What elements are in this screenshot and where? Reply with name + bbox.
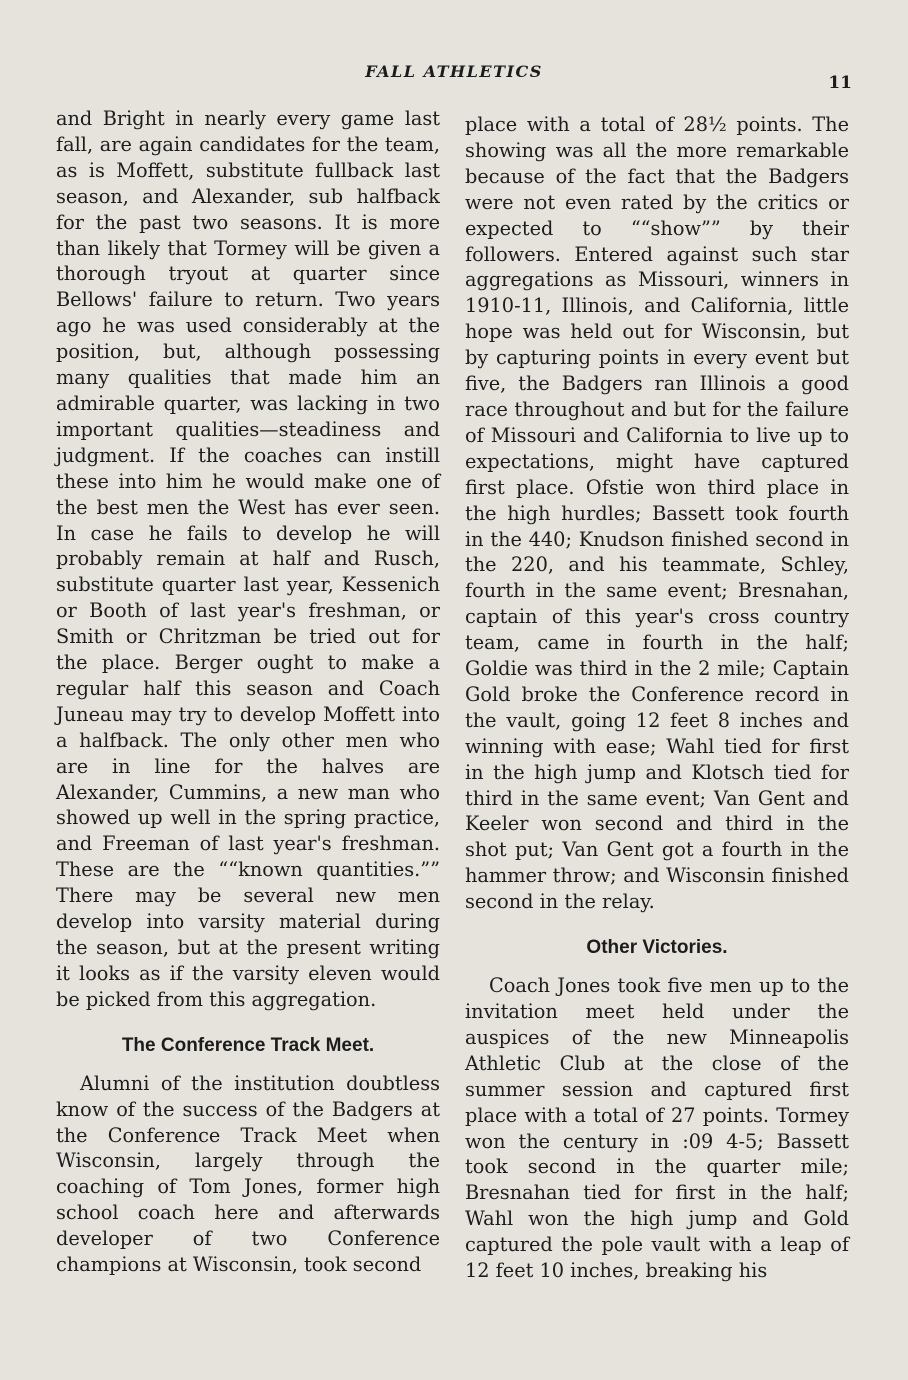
right-paragraph-other-victories: Coach Jones took five men up to the invitation meet held under the auspices of the new Minneapolis Athletic Club at the close of the summer session and captured first place with a total of 27 points. Tormey won the century in :09 4-5; Bassett took second in the quarter mile; Bresnahan tied for first in the half; Wahl won the high jump and Gold captured the pole vault with a leap of 12 feet 10 inches, breaking his	[465, 974, 849, 1283]
right-paragraph-track-results: place with a total of 28½ points. The showing was all the more remarkable because of the fact that the Badgers were not even rated by the critics or expected to ““show”” by their followers. Entered against such star aggregations as Missouri, winners in 1910-11, Illinois, and California, little hope was held out for Wisconsin, but by capturing points in every event but five, the Badgers ran Illinois a good race throughout and but for the failure of Missouri and California to live up to expectations, might have captured first place. Ofstie won third place in the high hurdles; Bassett took fourth in the 440; Knudson finished second in the 220, and his teammate, Schley, fourth in the same event; Bresnahan, captain of this year's cross country team, came in fourth in the half; Goldie was third in the 2 mile; Captain Gold broke the Conference record in the vault, going 12 feet 8 inches and winning with ease; Wahl tied for first in the high jump and Klotsch tied for third in the same event; Van Gent and Keeler won second and third in the shot put; Van Gent got a fourth in the hammer throw; and Wisconsin finished second in the relay.	[465, 113, 849, 914]
right-column	[465, 112, 849, 1284]
page-number: 11	[828, 73, 852, 93]
running-head: FALL ATHLETICS	[365, 62, 543, 81]
left-paragraph-track-meet: Alumni of the institution doubtless know of the success of the Badgers at the Conference Track Meet when Wisconsin, largely through the coaching of Tom Jones, former high school coach here and afterwards developer of two Conference champions at Wisconsin, took second	[56, 1071, 440, 1277]
section-heading-other-victories: Other Victories.	[586, 937, 728, 959]
section-heading-conference-track-meet: The Conference Track Meet.	[121, 1034, 375, 1056]
left-paragraph-continued: and Bright in nearly every game last fall, are again candidates for the team, as is Moffett, substitute fullback last season, and Alexander, sub halfback for the past two seasons. It is more than likely that Tormey will be given a thorough tryout at quarter since Bellows' failure to return. Two years ago he was used considerably at the position, but, although possessing many qualities that made him an admirable quarter, was lacking in two important qualities—steadiness and judgment. If the coaches can instill these into him he would make one of the best men the West has ever seen. In case he fails to develop he will probably remain at half and Rusch, substitute quarter last year, Kessenich or Booth of last year's freshman, or Smith or Chritzman be tried out for the place. Berger ought to make a regular half this season and Coach Juneau may try to develop Moffett into a halfback. The only other men who are in line for the halves are Alexander, Cummins, a new man who showed up well in the spring practice, and Freeman of last year's freshman. These are the ““known quantities.”” There may be several new men develop into varsity material during the season, but at the present writing it looks as if the varsity eleven would be picked from this aggregation.	[56, 107, 440, 1011]
left-column	[56, 106, 440, 1278]
